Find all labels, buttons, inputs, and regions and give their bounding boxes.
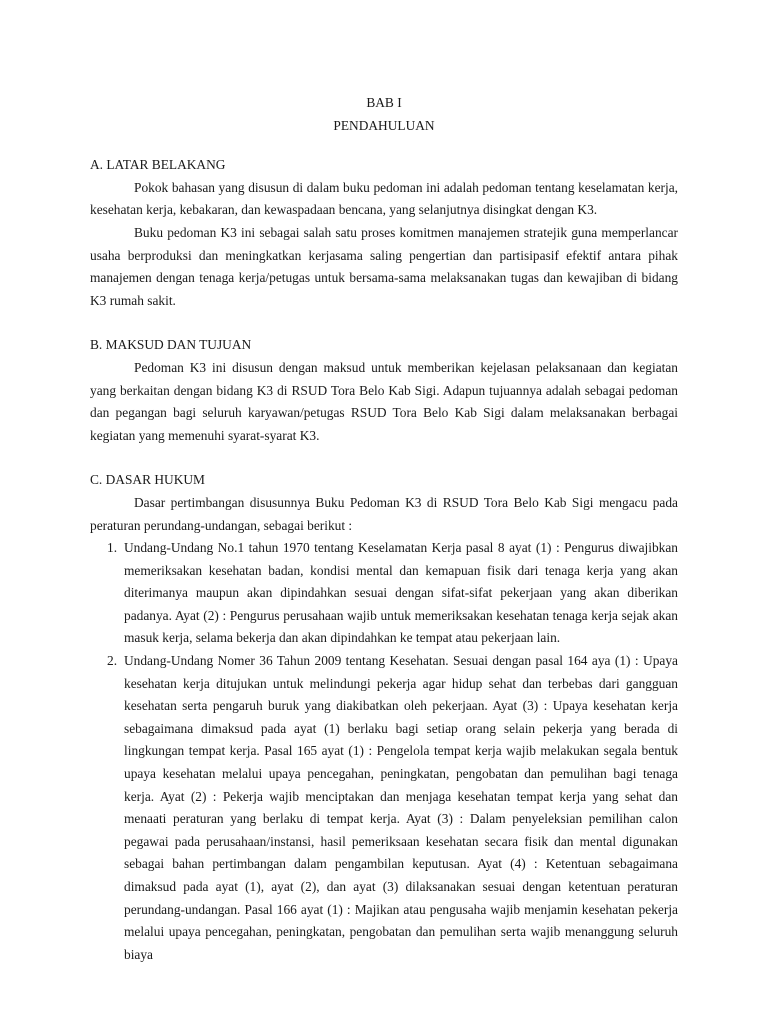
section-a-paragraph-1: Pokok bahasan yang disusun di dalam buku pedoman ini adalah pedoman tentang keselamatan kerja, kesehatan kerja, kebakaran, dan kewaspadaan bencana, yang selanjutnya disingkat dengan K3.: [90, 179, 678, 218]
document-page: [90, 92, 678, 966]
section-b-paragraph-1: Pedoman K3 ini disusun dengan maksud untuk memberikan kejelasan pelaksanaan dan kegiatan yang berkaitan dengan bidang K3 di RSUD Tora Belo Kab Sigi. Adapun tujuannya adalah sebagai pedoman dan pegangan bagi seluruh karyawan/petugas RSUD Tora Belo Kab Sigi dalam melaksanakan berbagai kegiatan yang memenuhi syarat-syarat K3.: [90, 359, 678, 443]
chapter-number: BAB I: [366, 95, 402, 110]
legal-basis-list: [90, 537, 678, 966]
section-a-heading: A. LATAR BELAKANG: [90, 157, 226, 173]
list-item-text: Undang-Undang No.1 tahun 1970 tentang Keselamatan Kerja pasal 8 ayat (1) : Pengurus diwajibkan memeriksakan kesehatan badan, kondisi mental dan kemapuan fisik dari tenaga kerja yang akan diterimanya maupun akan dipindahkan sesuai dengan sifat-sifat pekerjaan yang akan diberikan padanya. Ayat (2) : Pengurus perusahaan wajib untuk memeriksakan kesehatan tenaga kerja sejak akan masuk kerja, selama bekerja dan akan dipindahkan ke tempat atau pekerjaan lain.: [124, 540, 678, 646]
section-a-paragraph-2: Buku pedoman K3 ini sebagai salah satu proses komitmen manajemen stratejik guna memperlancar usaha berproduksi dan meningkatkan kerjasama saling pengertian dan partisipasif efektif antara pihak manajemen dengan tenaga kerja/petugas untuk bersama-sama melaksanakan tugas dan kewajiban di bidang K3 rumah sakit.: [90, 224, 678, 308]
section-c-heading: C. DASAR HUKUM: [90, 472, 205, 488]
list-item-text: Undang-Undang Nomer 36 Tahun 2009 tentang Kesehatan. Sesuai dengan pasal 164 aya (1) : Upaya kesehatan kerja ditujukan untuk melindungi pekerja agar hidup sehat dan terbebas dari gangguan kesehatan serta pengaruh buruk yang diakibatkan oleh pekerjaan. Ayat (3) : Upaya kesehatan kerja sebagaimana dimaksud pada ayat (1) berlaku bagi setiap orang selain pekerja yang berada di lingkungan tempat kerja. Pasal 165 ayat (1) : Pengelola tempat kerja wajib melakukan segala bentuk upaya kesehatan melalui upaya pencegahan, peningkatan, pengobatan dan pemulihan bagi tenaga kerja. Ayat (2) : Pekerja wajib menciptakan dan menjaga kesehatan tempat kerja yang sehat dan menaati peraturan yang berlaku di tempat kerja. Ayat (3) : Dalam penyeleksian pemilihan calon pegawai pada perusahaan/instansi, hasil pemeriksaan kesehatan secara fisik dan mental digunakan sebagai bahan pertimbangan dalam pengambilan keputusan. Ayat (4) : Ketentuan sebagaimana dimaksud pada ayat (1), ayat (2), dan ayat (3) dilaksanakan sesuai dengan ketentuan peraturan perundang-undangan. Pasal 166 ayat (1) : Majikan atau pengusaha wajib menjamin kesehatan pekerja melalui upaya pencegahan, peningkatan, pengobatan dan pemulihan serta wajib menanggung seluruh biaya: [124, 653, 678, 962]
chapter-title: PENDAHULUAN: [333, 117, 435, 133]
list-item: [90, 537, 678, 650]
section-c-intro: Dasar pertimbangan disusunnya Buku Pedoman K3 di RSUD Tora Belo Kab Sigi mengacu pada peraturan perundang-undangan, sebagai berikut :: [90, 494, 678, 533]
list-item-number: 2.: [107, 653, 118, 669]
list-item-number: 1.: [107, 540, 118, 556]
list-item: [90, 650, 678, 966]
section-b-heading: B. MAKSUD DAN TUJUAN: [90, 337, 252, 353]
